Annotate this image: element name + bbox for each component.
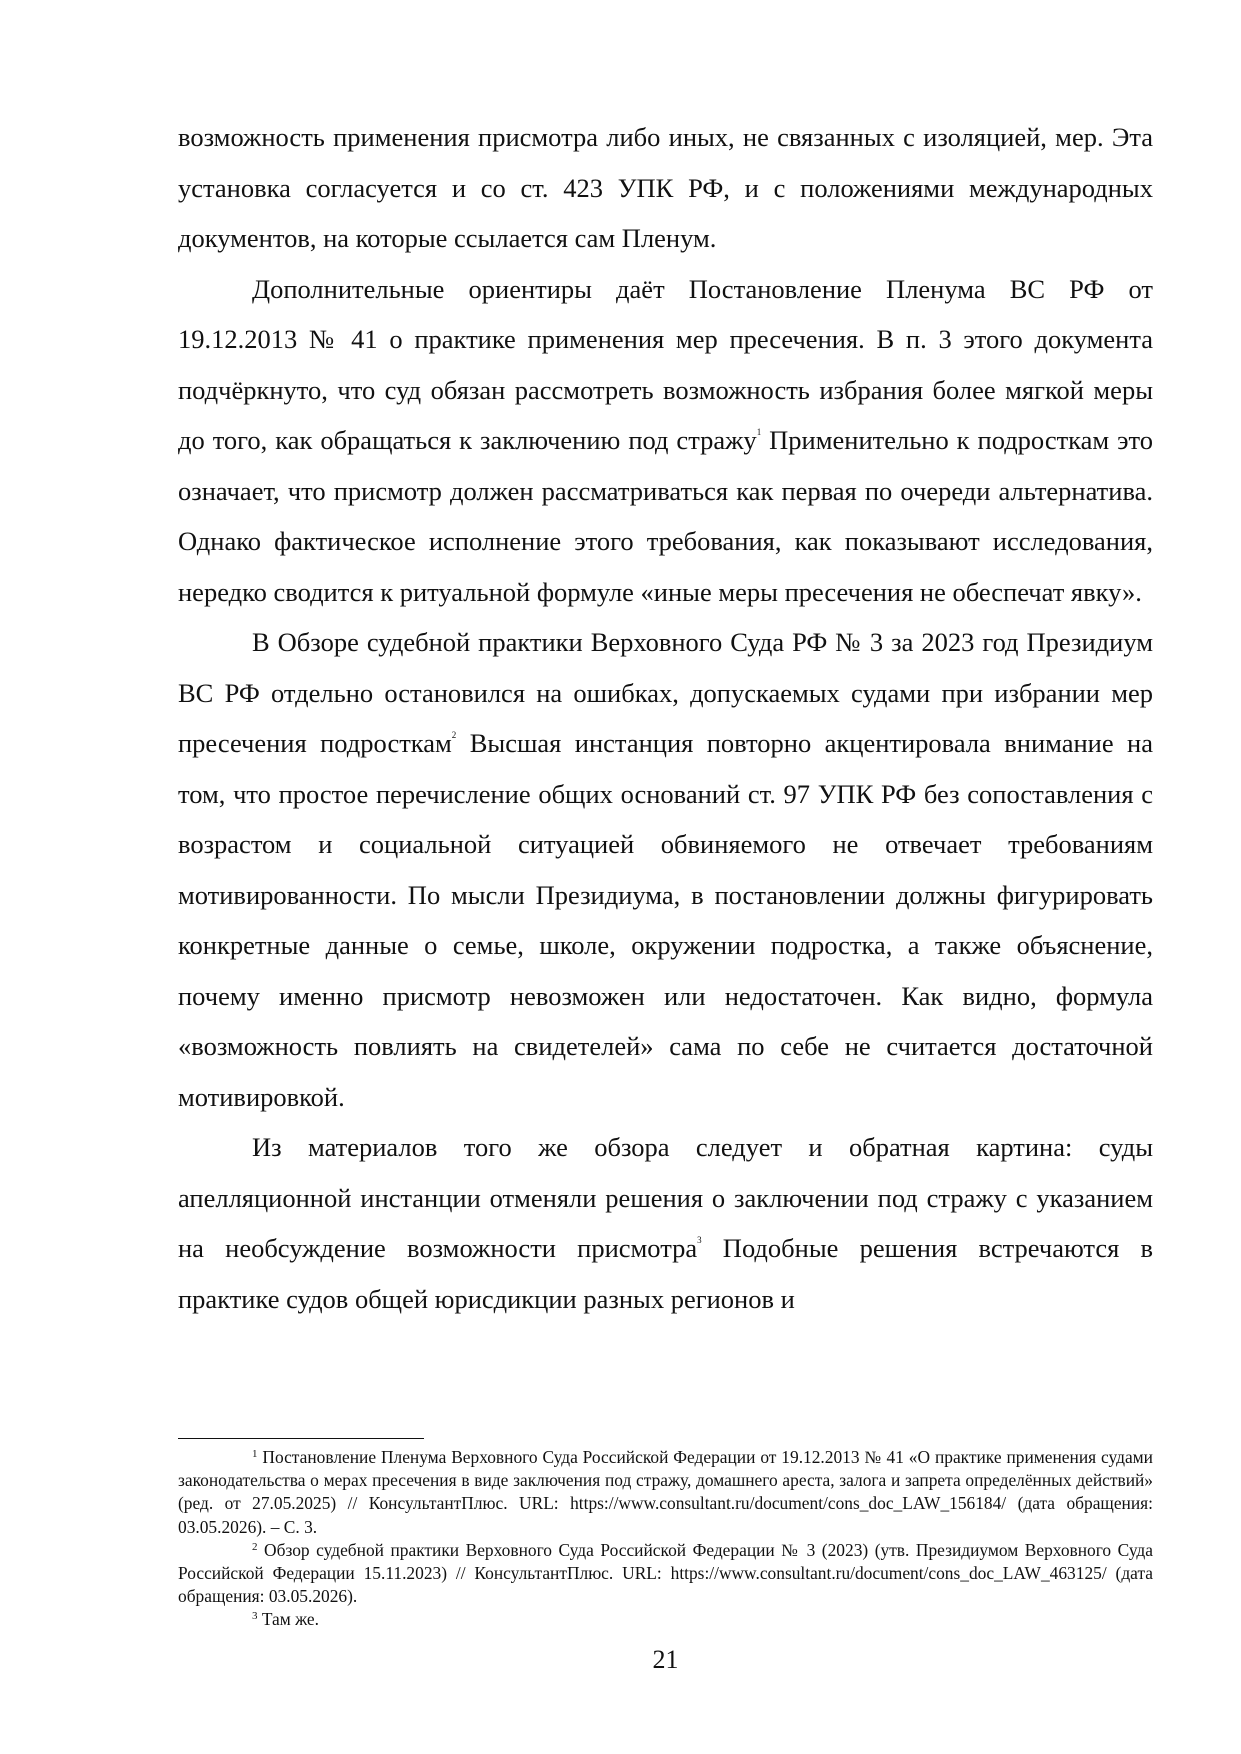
footnote-3-text: Там же. xyxy=(257,1609,319,1630)
paragraph-2 xyxy=(178,264,1153,618)
footnote-1-mark: 1 xyxy=(252,1448,258,1460)
paragraph-1 xyxy=(178,112,1153,264)
paragraph-2-text-a: Дополнительные ориентиры даёт Постановление Пленума ВС РФ от 19.12.2013 № 41 о практике применения мер пресечения. В п. 3 этого документа подчёркнуто, что суд обязан рассмотреть возможность избрания более мягкой меры до того, как обращаться к заключению под стражу xyxy=(178,273,1153,455)
footnote-2-text: Обзор судебной практики Верховного Суда Российской Федерации № 3 (2023) (утв. Президиумом Верховного Суда Российской Федерации 15.11.2023) // КонсультантПлюс. URL: https://www.consultant.ru/document/cons_doc_LAW_463125/ (дата обращения: 03.05.2026). xyxy=(178,1539,1153,1607)
footnote-1 xyxy=(178,1446,1153,1539)
paragraph-3-text-b: Высшая инстанция повторно акцентировала внимание на том, что простое перечисление общих оснований ст. 97 УПК РФ без сопоставления с возрастом и социальной ситуацией обвиняемого не отвечает требованиям мотивированности. По мысли Президиума, в постановлении должны фигурировать конкретные данные о семье, школе, окружении подростка, а также объяснение, почему именно присмотр невозможен или недостаточен. Как видно, формула «возможность повлиять на свидетелей» сама по себе не считается достаточной мотивировкой. xyxy=(178,728,1153,1112)
footnote-3-mark: 3 xyxy=(252,1610,258,1623)
page-number: 21 xyxy=(652,1645,679,1674)
footnote-1-text: Постановление Пленума Верховного Суда Российской Федерации от 19.12.2013 № 41 «О практике применения судами законодательства о мерах пресечения в виде заключения под стражу, домашнего ареста, залога и запрета определённых действий» (ред. от 27.05.2025) // КонсультантПлюс. URL: https://www.consultant.ru/document/cons_doc_LAW_156184/ (дата обращения: 03.05.2026). – С. 3. xyxy=(178,1447,1153,1537)
paragraph-2-text-b: Применительно к подросткам это означает, что присмотр должен рассматриваться как первая по очереди альтернатива. Однако фактическое исполнение этого требования, как показывают исследования, нередко сводится к ритуальной формуле «иные меры пресечения не обеспечат явку». xyxy=(178,425,1154,607)
paragraph-4-text-a: Из материалов того же обзора следует и обратная картина: суды апелляционной инстанции отменяли решения о заключении под стражу с указанием на необсуждение возможности присмотра xyxy=(178,1132,1153,1263)
paragraph-3 xyxy=(178,617,1153,1122)
paragraph-3-text-a: В Обзоре судебной практики Верховного Суда РФ № 3 за 2023 год Президиум ВС РФ отдельно остановился на ошибках, допускаемых судами при избрании мер пресечения подросткам xyxy=(178,627,1153,758)
footnotes-section xyxy=(178,1446,1153,1632)
footnote-reference-3[interactable]: 3 xyxy=(697,1235,702,1245)
footnote-2-mark: 2 xyxy=(252,1540,258,1553)
footnote-2 xyxy=(178,1539,1153,1609)
footnote-reference-2[interactable]: 2 xyxy=(451,730,457,740)
paragraph-4-text-b: Подобные решения встречаются в практике судов общей юрисдикции разных регионов и xyxy=(178,1233,1153,1314)
footnote-reference-1[interactable]: 1 xyxy=(756,427,762,437)
paragraph-4 xyxy=(178,1122,1153,1324)
footnote-3 xyxy=(178,1608,1153,1631)
document-body xyxy=(178,112,1153,1324)
paragraph-1-text: возможность применения присмотра либо иных, не связанных с изоляцией, мер. Эта установка согласуется и со ст. 423 УПК РФ, и с положениями международных документов, на которые ссылается сам Пленум. xyxy=(178,122,1153,253)
footnote-separator xyxy=(178,1438,424,1439)
